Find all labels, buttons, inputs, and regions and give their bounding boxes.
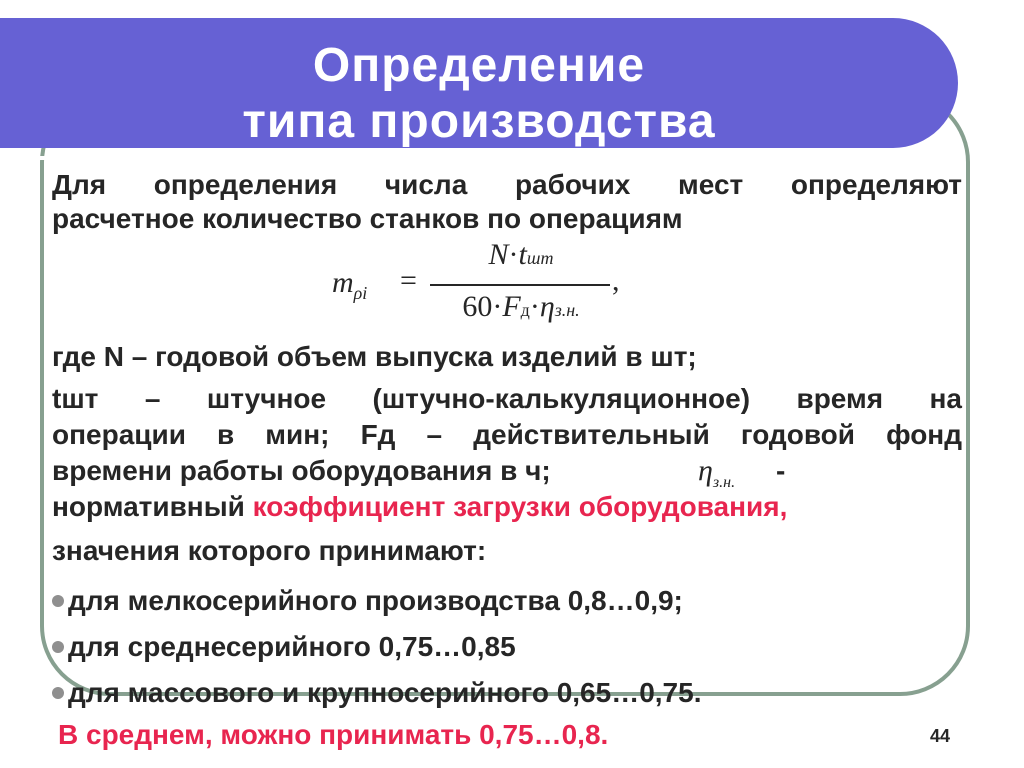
formula-denominator: 60·Fд·ηз.н. bbox=[462, 290, 580, 323]
list-item: для массового и крупносерийного 0,65…0,75. bbox=[52, 676, 701, 710]
title-underline bbox=[0, 156, 905, 160]
list-item: для мелкосерийного производства 0,8…0,9; bbox=[52, 584, 683, 618]
title-line-1: Определение bbox=[312, 39, 646, 92]
title-banner bbox=[0, 18, 958, 148]
formula-lhs: $m_{\rho i}$ bbox=[332, 266, 368, 303]
bullet-icon bbox=[52, 687, 64, 699]
definition-tsht-line-3: времени работы оборудования в ч; bbox=[52, 455, 551, 486]
formula-numerator: N·tшт bbox=[488, 238, 554, 271]
formula-equals: = bbox=[400, 264, 417, 297]
title-line-2: типа производства bbox=[242, 95, 716, 148]
list-item: для среднесерийного 0,75…0,85 bbox=[52, 630, 516, 664]
eta-symbol: $\eta_{з.н.}$ bbox=[698, 454, 736, 491]
formula-comma: , bbox=[612, 264, 620, 297]
coefficient-highlight: коэффициент загрузки оборудования, bbox=[252, 491, 788, 522]
bullet-icon bbox=[52, 641, 64, 653]
bullet-icon bbox=[52, 595, 64, 607]
values-intro: значения которого принимают: bbox=[52, 535, 487, 566]
definition-n: где N – годовой объем выпуска изделий в шт; bbox=[52, 341, 697, 372]
definition-dash: - bbox=[776, 455, 786, 486]
machine-count-formula bbox=[300, 238, 640, 334]
page-number: 44 bbox=[930, 726, 951, 746]
definition-tsht-line-2: операции в мин; Fд – действительный годовой фонд bbox=[52, 419, 962, 450]
definition-tsht-line-1: tшт – штучное (штучно-калькуляционное) время на bbox=[52, 383, 962, 414]
intro-line-2: расчетное количество станков по операциям bbox=[52, 203, 683, 234]
definition-coefficient: нормативный коэффициент загрузки оборудования, bbox=[52, 491, 788, 522]
intro-line-1: Для определения числа рабочих мест определяют bbox=[52, 169, 962, 200]
fraction-bar bbox=[430, 284, 610, 286]
footer-note: В среднем, можно принимать 0,75…0,8. bbox=[58, 719, 609, 750]
